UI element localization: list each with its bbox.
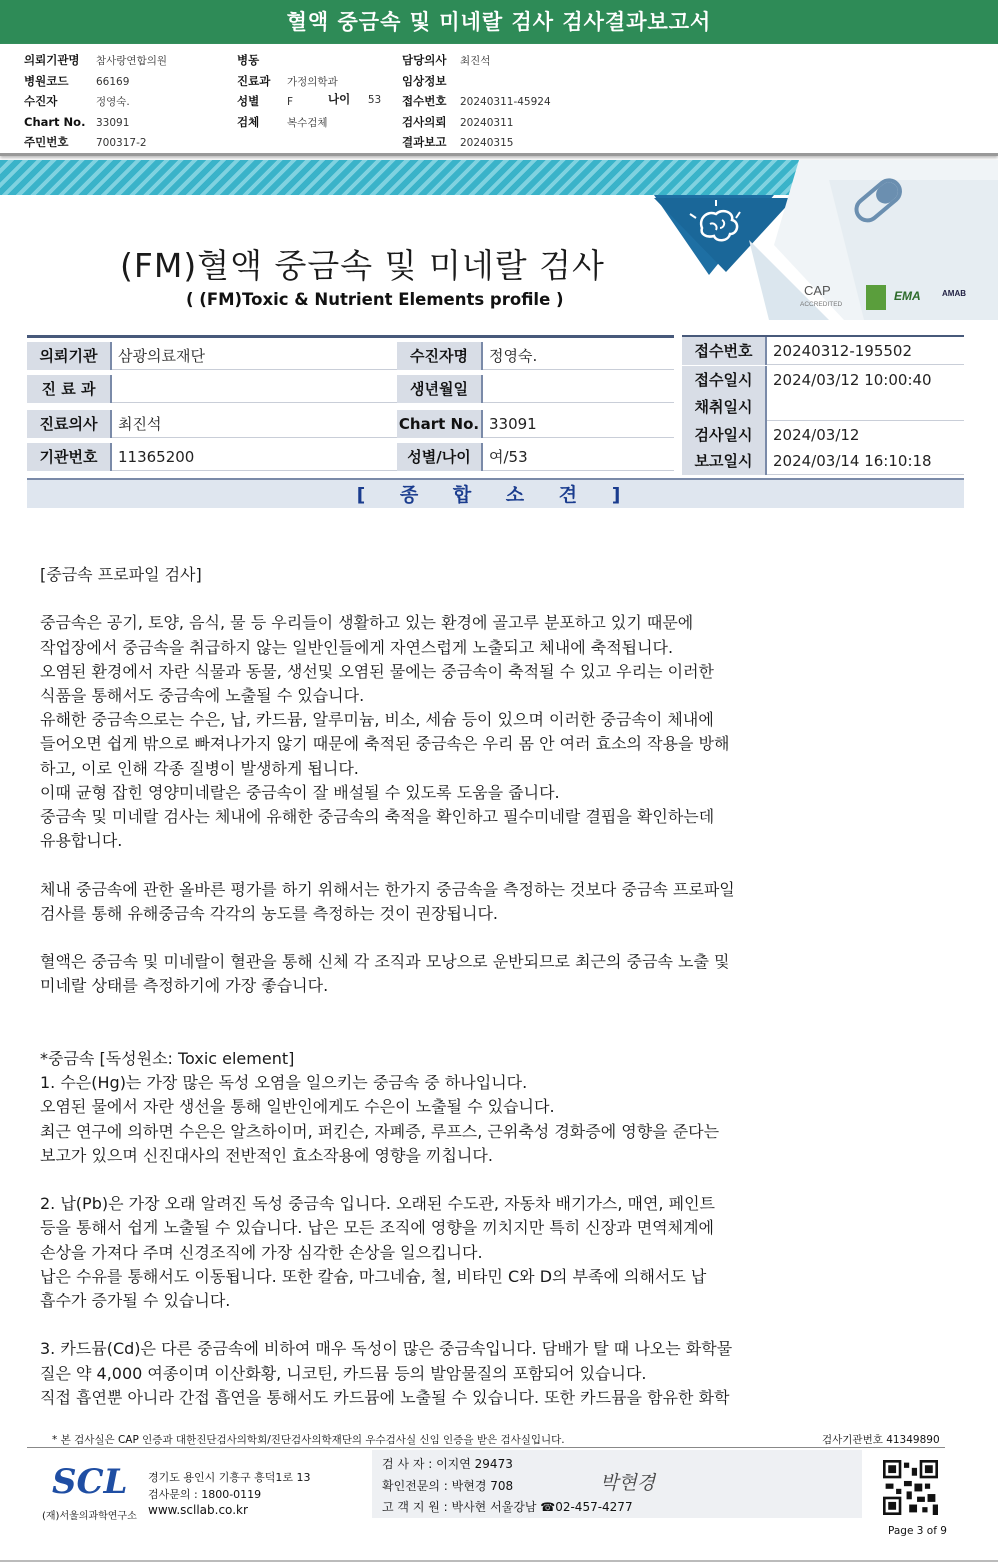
scl-logo-subtitle: (재)서울의과학연구소 [42,1511,137,1522]
header-row [402,91,551,112]
header-value: 복수검체 [287,116,328,129]
header-key: 접수번호 [402,94,447,108]
receipt-label: 보고일시 [682,447,767,475]
body-line: 등을 통해서 쉽게 노출될 수 있습니다. 납은 모든 조직에 영향을 끼치지만 특히 신장과 면역체계에 [40,1218,714,1238]
body-line: 체내 중금속에 관한 올바른 평가를 하기 위해서는 한가지 중금속을 측정하는 것보다 중금속 프로파일 [40,879,735,899]
patient-label: 의뢰기관 [27,342,112,370]
body-line: 하고, 이로 인해 각종 질병이 발생하게 됩니다. [40,758,359,778]
patient-label: 진 료 과 [27,375,112,403]
receipt-value: 2024/03/12 [767,421,964,449]
header-age [328,91,381,107]
paragraph-gap [40,587,880,611]
scl-logo: SCL [52,1462,128,1502]
report-banner: 혈액 중금속 및 미네랄 검사 검사결과보고서 [0,0,998,44]
body-line: 유해한 중금속으로는 수은, 납, 카드뮴, 알루미늄, 비소, 세슘 등이 있으며 이러한 중금속이 체내에 [40,710,714,730]
patient-value [483,375,674,403]
header-row [24,50,167,71]
header-value: 20240311-45924 [460,96,551,108]
body-line: [중금속 프로파일 검사] [40,565,202,584]
header-decoration [654,160,998,320]
paragraph-gap [40,1313,880,1337]
agency-number: 검사기관번호 41349890 [822,1434,940,1446]
cap-logo-sub: ACCREDITED [800,301,843,308]
body-line: 이때 균형 잡힌 영양미네랄은 중금속이 잘 배설될 수 있도록 도움을 줍니다. [40,782,560,802]
certification-note: * 본 검사실은 CAP 인증과 대한진단검사의학회/진단검사의학재단의 우수검사실 신임 인증을 받은 검사실입니다. [52,1434,565,1446]
header-row [402,50,551,71]
body-line: 1. 수은(Hg)는 가장 많은 독성 오염을 일으키는 중금속 중 하나입니다. [40,1073,528,1093]
receipt-value: 2024/03/14 16:10:18 [767,447,964,475]
patient-value: 11365200 [112,443,397,471]
header-info [0,44,998,156]
body-line: 질은 약 4,000 여종이며 이산화황, 니코틴, 카드뮴 등의 발암물질의 포함되어 있습니다. [40,1363,647,1383]
receipt-label: 채취일시 [682,393,767,421]
body-line: 흡수가 증가될 수 있습니다. [40,1291,231,1310]
header-key: 주민번호 [24,135,69,149]
header-value: 정영숙. [96,96,130,108]
patient-value [112,375,397,403]
body-line: 최근 연구에 의하면 수은은 알츠하이머, 퍼킨슨, 자폐증, 루프스, 근위축성 경화증에 영향을 준다는 [40,1121,720,1141]
lab-website[interactable]: www.scllab.co.kr [148,1503,248,1517]
header-key: 임상정보 [402,73,447,88]
age-label: 나이 [328,92,351,106]
body-line: 납은 수유를 통해서도 이동됩니다. 또한 칼슘, 마그네슘, 철, 비타민 C와 D의 부족에 의해서도 납 [40,1266,707,1286]
body-line: *중금속 [독성원소: Toxic element] [40,1048,295,1068]
body-line: 손상을 가져다 주며 신경조직에 가장 심각한 손상을 일으킵니다. [40,1242,483,1262]
body-line: 2. 납(Pb)은 가장 오래 알려진 독성 중금속 입니다. 오래된 수도관, 자동차 배기가스, 매연, 페인트 [40,1194,715,1214]
summary-title: [ 종 합 소 견 ] [27,478,964,508]
body-line: 혈액은 중금속 및 미네랄이 혈관을 통해 신체 각 조직과 모낭으로 운반되므로 최근의 중금속 노출 및 [40,952,730,972]
header-value: F [287,96,294,108]
patient-label: 성별/나이 [397,443,483,471]
header-row [24,112,167,133]
header-key: Chart No. [24,114,86,129]
page-subtitle: ( (FM)Toxic & Nutrient Elements profile ) [186,290,564,309]
header-row [24,71,167,92]
report-body [40,563,880,1410]
header-row [237,91,338,112]
body-line: 작업장에서 중금속을 취급하지 않는 일반인들에게 자연스럽게 노출되고 체내에 축적됩니다. [40,637,674,657]
amab-logo: AMAB [942,289,966,298]
patient-value: 여/53 [483,443,674,471]
receipt-value: 2024/03/12 10:00:40 [767,366,964,394]
header-value: 33091 [96,116,130,129]
address-line: 경기도 용인시 기흥구 흥덕1로 13 [148,1471,311,1484]
header-value: 700317-2 [96,137,147,149]
header-key: 병원코드 [24,73,69,88]
header-col-1 [24,50,167,153]
header-row [402,132,551,153]
paragraph-gap [40,853,880,877]
body-line: 식품을 통해서도 중금속에 노출될 수 있습니다. [40,686,365,705]
ema-logo: EMA [894,289,921,303]
header-key: 병동 [237,53,260,67]
qr-code-icon [883,1460,938,1515]
body-line: 유용합니다. [40,831,123,851]
header-row [24,132,167,153]
header-value: 20240311 [460,116,514,129]
table-top-border [27,335,674,338]
body-line: 오염된 환경에서 자란 식물과 동물, 생선및 오염된 물에는 중금속이 축적될 수 있고 우리는 이러한 [40,661,714,681]
lm-logo-icon [866,285,886,310]
paragraph-gap [40,1168,880,1192]
patient-label: 생년월일 [397,375,483,403]
body-line: 3. 카드뮴(Cd)은 다른 중금속에 비하여 매우 독성이 많은 중금속입니다. 담배가 탈 때 나오는 화학물 [40,1339,733,1359]
patient-value: 삼광의료재단 [112,342,397,370]
staff-examiner: 검 사 자 : 이지연 29473 [382,1457,513,1471]
receipt-value: 20240312-195502 [767,337,964,365]
cap-logo: CAP [804,283,831,298]
header-value: 20240315 [460,137,514,149]
paragraph-gap [40,1023,880,1047]
patient-value: 33091 [483,410,674,438]
header-value: 참사랑연합의원 [96,55,168,67]
body-line: 오염된 물에서 자란 생선을 통해 일반인에게도 수은이 노출될 수 있습니다. [40,1097,555,1117]
header-key: 성별 [237,94,260,108]
patient-label: 진료의사 [27,410,112,438]
header-row [237,50,338,71]
receipt-label: 검사일시 [682,421,767,449]
header-value: 66169 [96,75,130,88]
header-row [402,71,551,92]
body-line: 미네랄 상태를 측정하기에 가장 좋습니다. [40,976,329,996]
body-line: 보고가 있으며 신진대사의 전반적인 효소작용에 영향을 끼칩니다. [40,1145,493,1165]
body-line: 직접 흡연뿐 아니라 간접 흡연을 통해서도 카드뮴에 노출될 수 있습니다. 또한 카드뮴을 함유한 화학 [40,1387,730,1407]
header-key: 담당의사 [402,53,447,67]
receipt-label: 접수번호 [682,337,767,365]
body-line: 검사를 통해 유해중금속 각각의 농도를 측정하는 것이 권장됩니다. [40,903,499,923]
body-line: 들어오면 쉽게 밖으로 빠져나가지 않기 때문에 축적된 중금속은 우리 몸 안 여러 효소의 작용을 방해 [40,734,730,754]
receipt-value [767,393,964,421]
patient-label: 기관번호 [27,443,112,471]
header-key: 결과보고 [402,135,447,149]
header-row [402,112,551,133]
header-col-3 [402,50,551,153]
lab-address [148,1469,311,1503]
header-row [237,71,338,92]
staff-specialist: 확인전문의 : 박현경 708 [382,1479,514,1493]
patient-value: 정영숙. [483,342,674,370]
body-line: 중금속은 공기, 토양, 음식, 물 등 우리들이 생활하고 있는 환경에 골고루 분포하고 있기 때문에 [40,613,694,633]
signature: 박현경 [600,1472,656,1494]
header-row [24,91,167,112]
patient-label: 수진자명 [397,342,483,370]
staff-support: 고 객 지 원 : 박사현 서울강남 ☎02-457-4277 [382,1500,633,1514]
receipt-label: 접수일시 [682,366,767,394]
header-row [237,112,338,133]
body-line: 중금속 및 미네랄 검사는 체내에 유해한 중금속의 축적을 확인하고 필수미네랄 결핍을 확인하는데 [40,807,715,827]
page-number: Page 3 of 9 [888,1525,947,1537]
header-key: 검사의뢰 [402,114,447,129]
age-value: 53 [367,94,382,106]
patient-label: Chart No. [397,410,483,438]
page-title: (FM)혈액 중금속 및 미네랄 검사 [120,246,605,285]
paragraph-gap [40,926,880,950]
contact-line: 검사문의 : 1800-0119 [148,1488,262,1501]
header-key: 검체 [237,114,260,129]
footer-divider [27,1447,945,1448]
bottom-border [0,1560,998,1562]
header-value: 최진석 [460,55,491,67]
header-col-2 [237,50,338,132]
header-value: 가정의학과 [287,75,338,88]
paragraph-gap [40,999,880,1023]
header-key: 수진자 [24,94,58,108]
header-key: 진료과 [237,73,271,88]
patient-value: 최진석 [112,410,397,438]
header-key: 의뢰기관명 [24,53,80,67]
